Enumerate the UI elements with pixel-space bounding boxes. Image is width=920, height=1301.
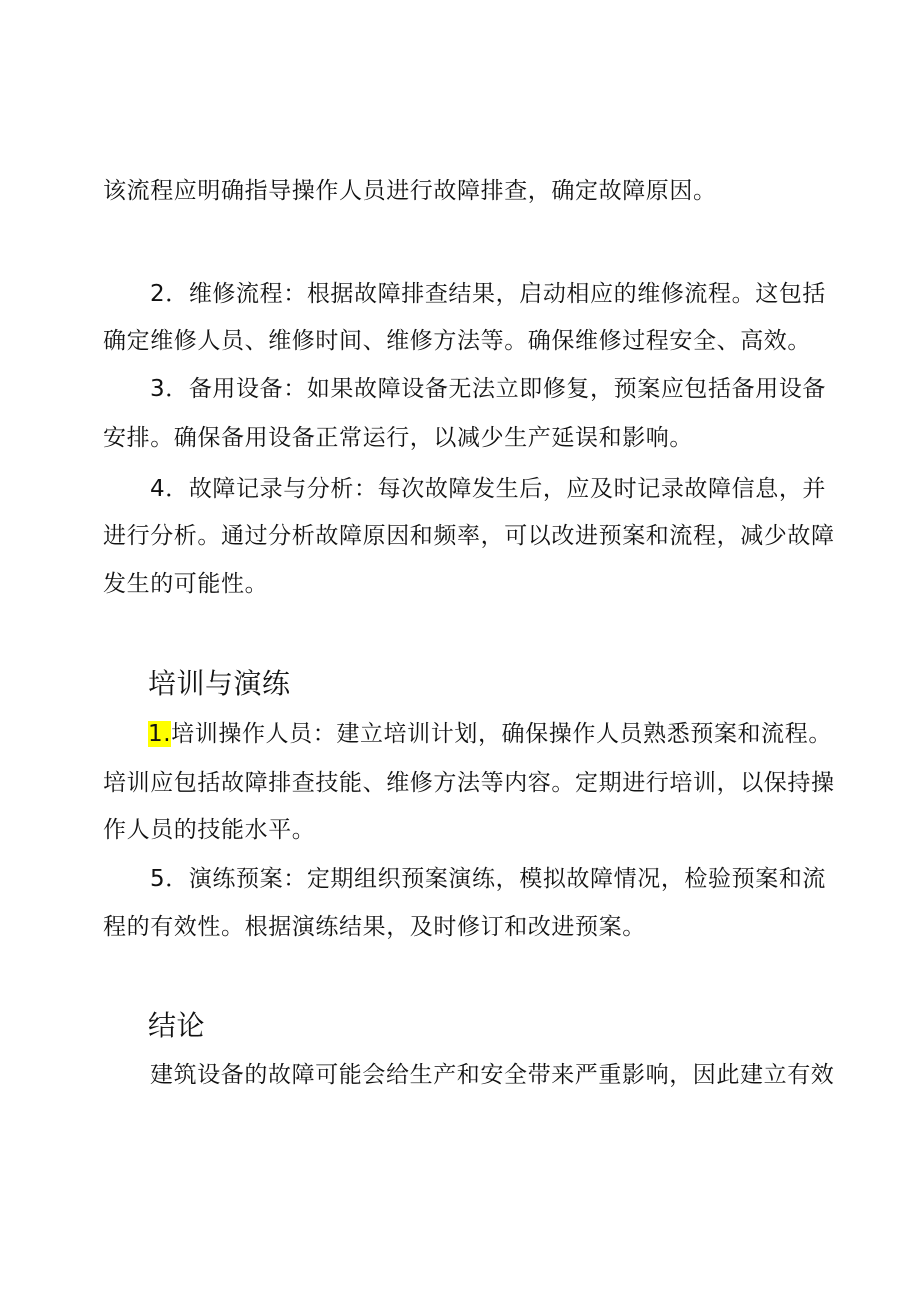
section-heading-training: 培训与演练 (148, 667, 291, 700)
training-item-5-line: 5．演练预案：定期组织预案演练，模拟故障情况，检验预案和流 (150, 866, 827, 892)
list-item-4-line: 进行分析。通过分析故障原因和频率，可以改进预案和流程，减少故障 (103, 523, 835, 549)
list-item-2-line: 确定维修人员、维修时间、维修方法等。确保维修过程安全、高效。 (103, 328, 811, 354)
list-item-4-line: 发生的可能性。 (103, 571, 269, 597)
training-item-1-line: 作人员的技能水平。 (103, 817, 316, 843)
training-item-1-text: 培训操作人员：建立培训计划，确保操作人员熟悉预案和流程。 (171, 721, 832, 747)
list-item-3-line: 3．备用设备：如果故障设备无法立即修复，预案应包括备用设备 (150, 376, 827, 402)
training-item-1-line: 培训应包括故障排查技能、维修方法等内容。定期进行培训，以保持操 (103, 770, 835, 796)
highlighted-list-number: 1. (148, 721, 172, 747)
training-item-5-line: 程的有效性。根据演练结果，及时修订和改进预案。 (103, 914, 646, 940)
list-item-2-line: 2．维修流程：根据故障排查结果，启动相应的维修流程。这包括 (150, 281, 827, 307)
section-heading-conclusion: 结论 (148, 1009, 206, 1042)
conclusion-paragraph-line: 建筑设备的故障可能会给生产和安全带来严重影响，因此建立有效 (150, 1062, 835, 1088)
intro-paragraph-line: 该流程应明确指导操作人员进行故障排查，确定故障原因。 (103, 178, 717, 204)
list-item-3-line: 安排。确保备用设备正常运行，以减少生产延误和影响。 (103, 425, 693, 451)
training-item-1-line (148, 719, 832, 749)
list-item-4-line: 4．故障记录与分析：每次故障发生后，应及时记录故障信息，并 (150, 476, 827, 502)
